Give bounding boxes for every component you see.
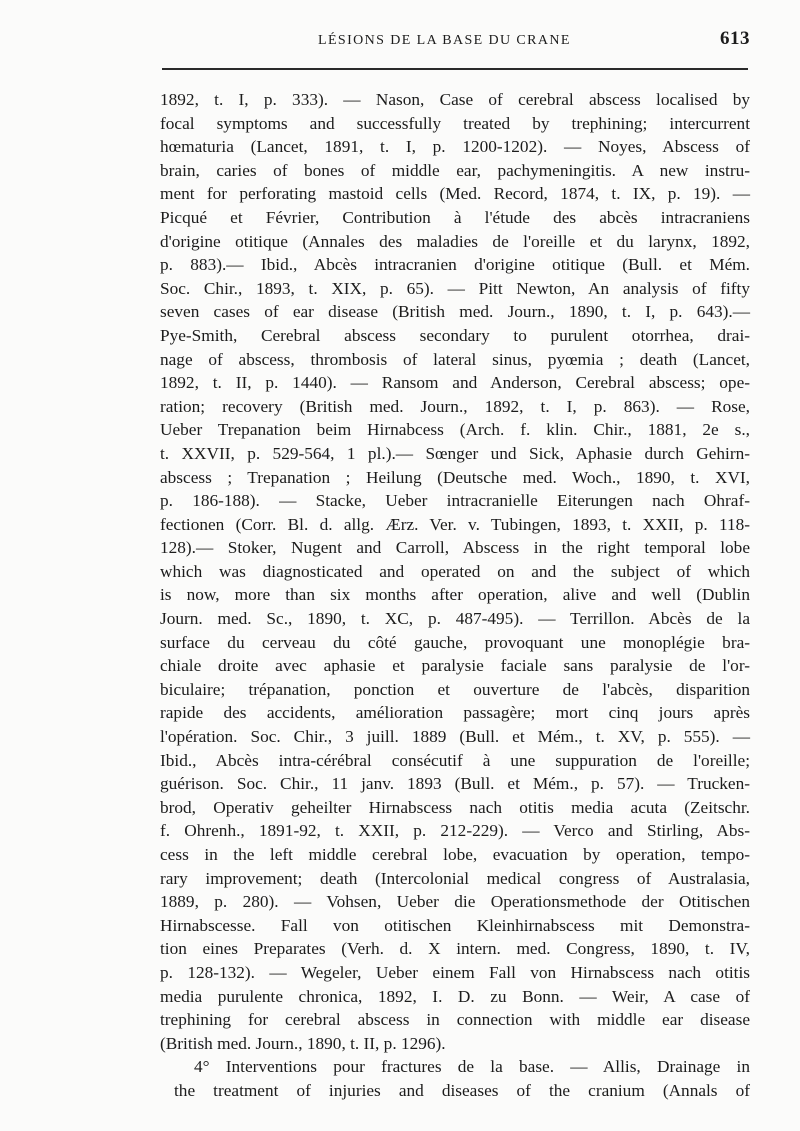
text-line: 1892, t. II, p. 1440). — Ransom and Anderson, Cerebral abscess; ope- bbox=[160, 373, 750, 393]
text-line: surface du cerveau du côté gauche, provoquant une monoplégie bra- bbox=[160, 632, 750, 652]
text-line: rapide des accidents, amélioration passagère; mort cinq jours après bbox=[160, 703, 750, 723]
text-line: Journ. med. Sc., 1890, t. XC, p. 487-495). — Terrillon. Abcès de la bbox=[160, 609, 750, 629]
text-line: focal symptoms and successfully treated by trephining; intercurrent bbox=[160, 113, 750, 133]
page-header bbox=[160, 28, 750, 58]
text-line: biculaire; trépanation, ponction et ouverture de l'abcès, disparition bbox=[160, 679, 750, 699]
text-line: ment for perforating mastoid cells (Med. Record, 1874, t. IX, p. 19). — bbox=[160, 184, 750, 204]
text-line: which was diagnosticated and operated on and the subject of which bbox=[160, 561, 750, 581]
text-line: Pye-Smith, Cerebral abscess secondary to purulent otorrhea, drai- bbox=[160, 325, 750, 345]
text-line: p. 186-188). — Stacke, Ueber intracranielle Eiterungen nach Ohraf- bbox=[160, 491, 750, 511]
text-line: brain, caries of bones of middle ear, pachymeningitis. A new instru- bbox=[160, 160, 750, 180]
text-line: l'opération. Soc. Chir., 3 juill. 1889 (Bull. et Mém., t. XV, p. 555). — bbox=[160, 727, 750, 747]
text-line: Ueber Trepanation beim Hirnabcess (Arch. f. klin. Chir., 1881, 2e s., bbox=[160, 420, 750, 440]
text-line: t. XXVII, p. 529-564, 1 pl.).— Sœnger und Sick, Aphasie durch Gehirn- bbox=[160, 443, 750, 463]
text-line: Ibid., Abcès intra-cérébral consécutif à une suppuration de l'oreille; bbox=[160, 750, 750, 770]
text-line: p. 883).— Ibid., Abcès intracranien d'origine otitique (Bull. et Mém. bbox=[160, 255, 750, 275]
text-line: media purulente chronica, 1892, I. D. zu Bonn. — Weir, A case of bbox=[160, 986, 750, 1006]
text-line: brod, Operativ geheilter Hirnabscess nach otitis media acuta (Zeitschr. bbox=[160, 797, 750, 817]
text-line: 1892, t. I, p. 333). — Nason, Case of cerebral abscess localised by bbox=[160, 90, 750, 109]
section-heading-line: 4° Interventions pour fractures de la base. — Allis, Drainage in bbox=[194, 1057, 750, 1077]
text-line: rary improvement; death (Intercolonial medical congress of Australasia, bbox=[160, 868, 750, 888]
text-line: guérison. Soc. Chir., 11 janv. 1893 (Bull. et Mém., p. 57). — Trucken- bbox=[160, 774, 750, 794]
text-line: seven cases of ear disease (British med. Journ., 1890, t. I, p. 643).— bbox=[160, 302, 750, 322]
text-line: Soc. Chir., 1893, t. XIX, p. 65). — Pitt Newton, An analysis of fifty bbox=[160, 278, 750, 298]
text-line: chiale droite avec aphasie et paralysie faciale sans paralysie de l'or- bbox=[160, 656, 750, 676]
running-title: LÉSIONS DE LA BASE DU CRANE bbox=[318, 33, 571, 48]
text-line: 128).— Stoker, Nugent and Carroll, Abscess in the right temporal lobe bbox=[160, 538, 750, 558]
bibliography-text bbox=[160, 88, 750, 1103]
header-rule bbox=[162, 68, 748, 70]
text-line: hœmaturia (Lancet, 1891, t. I, p. 1200-1202). — Noyes, Abscess of bbox=[160, 137, 750, 157]
text-line: trephining for cerebral abscess in connection with middle ear disease bbox=[160, 1010, 750, 1030]
text-line: 1889, p. 280). — Vohsen, Ueber die Operationsmethode der Otitischen bbox=[160, 892, 750, 912]
text-line: Hirnabscesse. Fall von otitischen Kleinhirnabscess mit Demonstra- bbox=[160, 915, 750, 935]
text-line: tion eines Preparates (Verh. d. X intern. med. Congress, 1890, t. IV, bbox=[160, 939, 750, 959]
text-line: f. Ohrenh., 1891-92, t. XXII, p. 212-229). — Verco and Stirling, Abs- bbox=[160, 821, 750, 841]
page-number: 613 bbox=[720, 28, 750, 49]
text-line: d'origine otitique (Annales des maladies de l'oreille et du larynx, 1892, bbox=[160, 231, 750, 251]
text-line: (British med. Journ., 1890, t. II, p. 1296). bbox=[160, 1033, 446, 1053]
text-line: is now, more than six months after operation, alive and well (Dublin bbox=[160, 585, 750, 605]
text-line: abscess ; Trepanation ; Heilung (Deutsche med. Woch., 1890, t. XVI, bbox=[160, 467, 750, 487]
text-line: ration; recovery (British med. Journ., 1892, t. I, p. 863). — Rose, bbox=[160, 396, 750, 416]
text-line: p. 128-132). — Wegeler, Ueber einem Fall von Hirnabscess nach otitis bbox=[160, 962, 750, 982]
text-line: nage of abscess, thrombosis of lateral sinus, pyœmia ; death (Lancet, bbox=[160, 349, 750, 369]
text-line: Picqué et Février, Contribution à l'étude des abcès intracraniens bbox=[160, 207, 750, 227]
text-line: the treatment of injuries and diseases of the cranium (Annals of bbox=[174, 1080, 750, 1100]
text-line: cess in the left middle cerebral lobe, evacuation by operation, tempo- bbox=[160, 845, 750, 864]
text-line: fectionen (Corr. Bl. d. allg. Ærz. Ver. v. Tubingen, 1893, t. XXII, p. 118- bbox=[160, 514, 750, 534]
